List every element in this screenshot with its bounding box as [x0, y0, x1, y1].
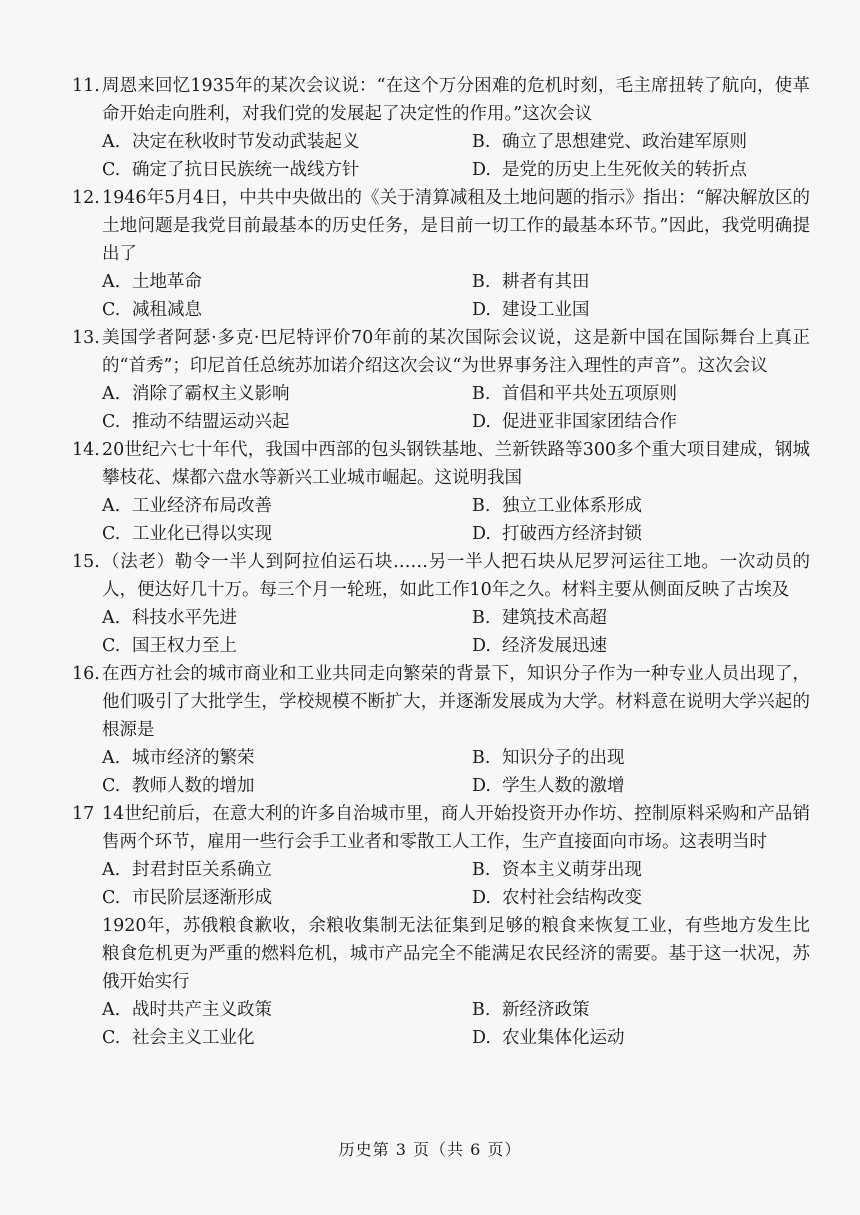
option-b: B. 资本主义萌芽出现 — [472, 860, 642, 880]
option-b: B. 知识分子的出现 — [472, 748, 625, 768]
option-c: C. 社会主义工业化 — [102, 1028, 255, 1048]
option-c: C. 确定了抗日民族统一战线方针 — [102, 160, 360, 180]
option-a: A. 战时共产主义政策 — [102, 1000, 272, 1020]
option-a: A. 消除了霸权主义影响 — [102, 384, 290, 404]
question-13 — [0, 324, 860, 436]
option-b: B. 耕者有其田 — [472, 272, 590, 292]
option-a: A. 决定在秋收时节发动武装起义 — [102, 132, 360, 152]
options — [0, 996, 860, 1052]
options — [0, 128, 860, 184]
options — [0, 492, 860, 548]
option-d: D. 农业集体化运动 — [472, 1028, 625, 1048]
question-stem: 1946年5月4日，中共中央做出的《关于清算减租及土地问题的指示》指出：“解决解放区的土地问题是我党目前最基本的历史任务，是目前一切工作的最基本环节。”因此，我党明确提出了 — [102, 188, 810, 264]
option-d: D. 是党的历史上生死攸关的转折点 — [472, 160, 747, 180]
option-b: B. 确立了思想建党、政治建军原则 — [472, 132, 747, 152]
option-a: A. 城市经济的繁荣 — [102, 748, 255, 768]
question-stem: 20世纪六七十年代，我国中西部的包头钢铁基地、兰新铁路等300多个重大项目建成，钢城攀枝花、煤都六盘水等新兴工业城市崛起。这说明我国 — [102, 440, 810, 488]
question-number: 16. — [72, 664, 100, 684]
option-d: D. 农村社会结构改变 — [472, 888, 642, 908]
question-stem: 在西方社会的城市商业和工业共同走向繁荣的背景下，知识分子作为一种专业人员出现了，他们吸引了大批学生，学校规模不断扩大，并逐渐发展成为大学。材料意在说明大学兴起的根源是 — [102, 664, 810, 740]
options — [0, 744, 860, 800]
question-12 — [0, 184, 860, 324]
question-stem: 周恩来回忆1935年的某次会议说：“在这个万分困难的危机时刻，毛主席扭转了航向，使革命开始走向胜利，对我们党的发展起了决定性的作用。”这次会议 — [102, 76, 810, 124]
option-d: D. 学生人数的激增 — [472, 776, 625, 796]
question-stem: 1920年，苏俄粮食歉收，余粮收集制无法征集到足够的粮食来恢复工业，有些地方发生比粮食危机更为严重的燃料危机，城市产品完全不能满足农民经济的需要。基于这一状况，苏俄开始实行 — [102, 916, 810, 992]
question-number: 12. — [72, 188, 100, 208]
option-d: D. 促进亚非国家团结合作 — [472, 412, 677, 432]
option-a: A. 工业经济布局改善 — [102, 496, 272, 516]
question-stem: 14世纪前后，在意大利的许多自治城市里，商人开始投资开办作坊、控制原料采购和产品销售两个环节，雇用一些行会手工业者和零散工人工作，生产直接面向市场。这表明当时 — [102, 804, 810, 852]
option-a: A. 科技水平先进 — [102, 608, 237, 628]
option-c: C. 工业化已得以实现 — [102, 524, 272, 544]
question-number: 14. — [72, 440, 100, 460]
option-b: B. 首倡和平共处五项原则 — [472, 384, 677, 404]
question-14 — [0, 436, 860, 548]
option-a: A. 封君封臣关系确立 — [102, 860, 272, 880]
option-d: D. 经济发展迅速 — [472, 636, 607, 656]
question-16 — [0, 660, 860, 800]
option-c: C. 教师人数的增加 — [102, 776, 255, 796]
question-number: 15. — [72, 552, 100, 572]
option-b: B. 建筑技术高超 — [472, 608, 607, 628]
option-c: C. 国王权力至上 — [102, 636, 237, 656]
question-17 — [0, 800, 860, 912]
options — [0, 856, 860, 912]
options — [0, 604, 860, 660]
exam-page — [0, 72, 860, 1052]
option-c: C. 推动不结盟运动兴起 — [102, 412, 290, 432]
option-d: D. 建设工业国 — [472, 300, 590, 320]
question-15 — [0, 548, 860, 660]
question-number: 11. — [72, 76, 100, 96]
options — [0, 380, 860, 436]
option-c: C. 减租减息 — [102, 300, 202, 320]
question-stem: 美国学者阿瑟·多克·巴尼特评价70年前的某次国际会议说，这是新中国在国际舞台上真正的“首秀”；印尼首任总统苏加诺介绍这次会议“为世界事务注入理性的声音”。这次会议 — [102, 328, 810, 376]
question-number: 13. — [72, 328, 100, 348]
option-d: D. 打破西方经济封锁 — [472, 524, 642, 544]
question-11 — [0, 72, 860, 184]
question-18 — [0, 912, 860, 1052]
option-b: B. 独立工业体系形成 — [472, 496, 642, 516]
page-footer: 历史第 3 页（共 6 页） — [338, 1140, 522, 1159]
option-b: B. 新经济政策 — [472, 1000, 590, 1020]
options — [0, 268, 860, 324]
question-number: 17 — [72, 804, 95, 824]
option-a: A. 土地革命 — [102, 272, 202, 292]
question-stem: （法老）勒令一半人到阿拉伯运石块……另一半人把石块从尼罗河运往工地。一次动员的人，便达好几十万。每三个月一轮班，如此工作10年之久。材料主要从侧面反映了古埃及 — [102, 552, 810, 600]
option-c: C. 市民阶层逐渐形成 — [102, 888, 272, 908]
